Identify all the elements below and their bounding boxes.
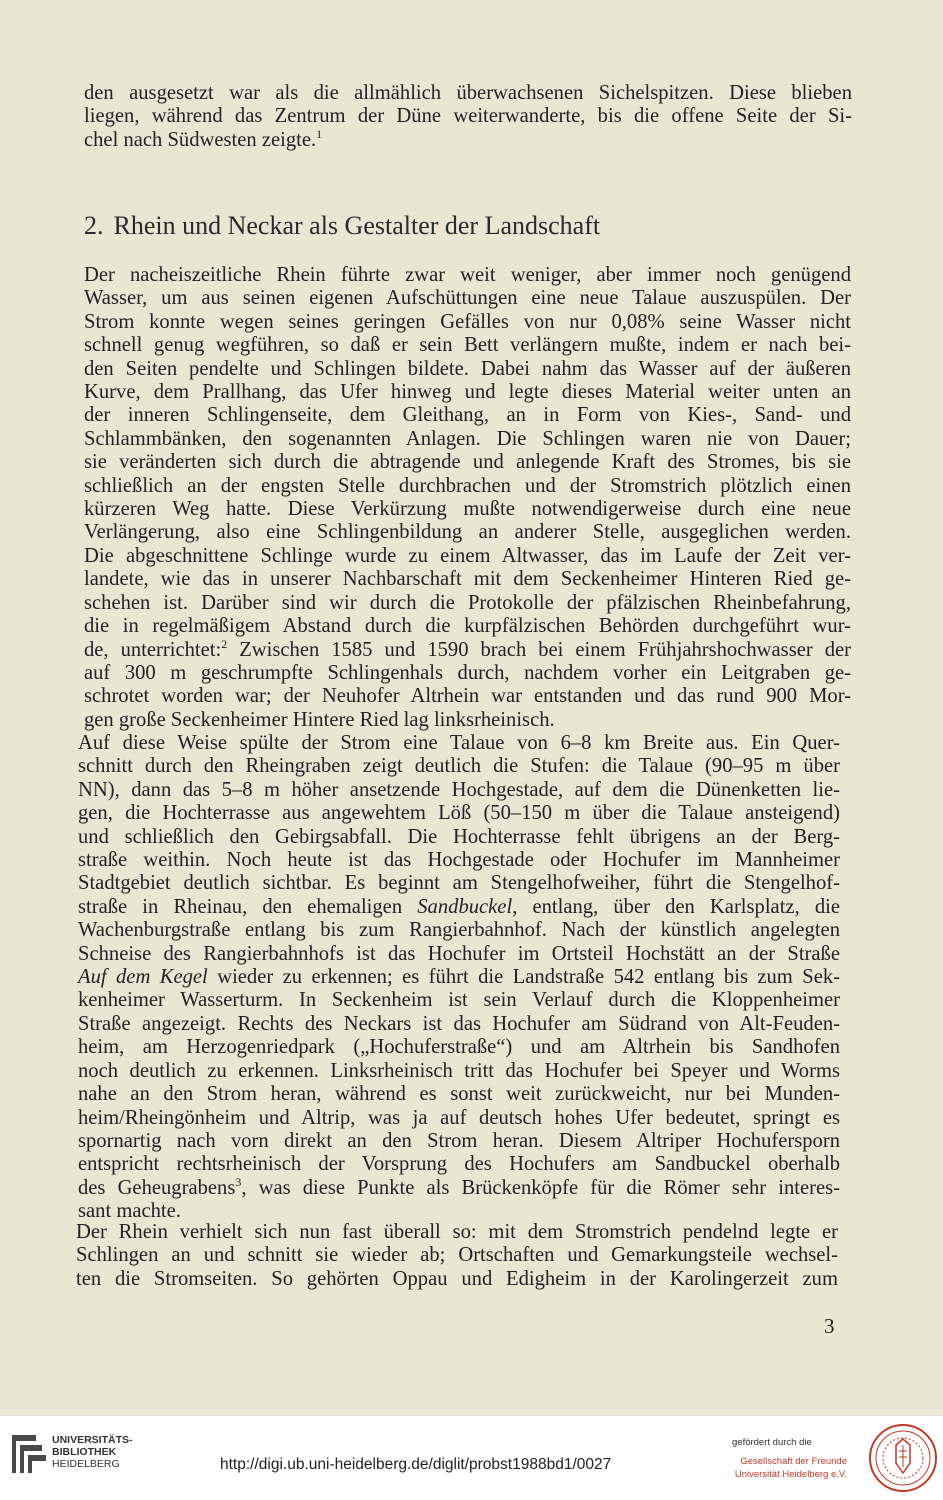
section-number: 2. <box>84 211 104 240</box>
text-line: Die abgeschnittene Schlinge wurde zu einem Altwasser, das im Laufe der Zeit ver- <box>84 544 851 567</box>
text-line: ten die Stromseiten. So gehörten Oppau und Edigheim in der Karolingerzeit zum <box>76 1267 838 1290</box>
sponsor-note: gefördert durch die Gesellschaft der Freunde Universität Heidelberg e.V. <box>732 1437 847 1480</box>
text-line: schnitt durch den Rheingraben zeigt deutlich die Stufen: die Talaue (90–95 m über <box>78 755 840 778</box>
university-seal-icon <box>868 1423 938 1493</box>
permalink[interactable]: http://digi.ub.uni-heidelberg.de/diglit/probst1988bd1/0027 <box>220 1456 612 1473</box>
library-logo-icon <box>8 1429 48 1477</box>
library-name: UNIVERSITÄTS- BIBLIOTHEK HEIDELBERG <box>52 1434 133 1470</box>
text-line: Schlammbänken, den sogenannten Anlagen. Die Schlingen waren nie von Dauer; <box>84 427 851 450</box>
text-line: gen große Seckenheimer Hintere Ried lag linksrheinisch. <box>84 708 555 731</box>
digitization-footer <box>0 1415 943 1500</box>
text-line: Strom konnte wegen seines geringen Gefälles von nur 0,08% seine Wasser nicht <box>84 310 851 333</box>
section-heading <box>84 211 600 241</box>
intro-paragraph <box>84 82 852 152</box>
footnote-marker: 3 <box>235 1174 242 1189</box>
body-paragraph-2 <box>78 732 840 1224</box>
text-line: de, unterrichtet:$^2$ Zwischen 1585 und 1590 brach bei einem Frühjahrshochwasser der <box>84 636 851 661</box>
text-line: Wasser, um aus seinen eigenen Aufschüttungen eine neue Talaue auszuspülen. Der <box>84 287 851 310</box>
page-number: 3 <box>824 1314 835 1338</box>
text-line: Verlängerung, also eine Schlingenbildung an anderer Stelle, ausgeglichen werden. <box>84 521 851 544</box>
text-line: spornartig nach vorn direkt an den Strom heran. Diesem Altriper Hochufersporn <box>78 1129 840 1152</box>
text-line: heim/Rheingönheim und Altrip, was ja auf deutsch hohes Ufer bedeutet, springt es <box>78 1106 840 1129</box>
body-paragraph-1 <box>84 264 851 732</box>
text-line: nahe an den Strom heran, während es sonst weit zurückweicht, nur bei Munden- <box>78 1083 840 1106</box>
text-line: landete, wie das in unserer Nachbarschaft mit dem Seckenheimer Hinteren Ried ge- <box>84 568 851 591</box>
text-line: der inneren Schlingenseite, dem Gleithang, an in Form von Kies-, Sand- und <box>84 404 851 427</box>
text-line: Auf dem Kegel wieder zu erkennen; es führt die Landstraße 542 entlang bis zum Sek- <box>78 966 840 989</box>
text-line: und schließlich den Gebirgsabfall. Die Hochterrasse fehlt übrigens an der Berg- <box>78 825 840 848</box>
text-line: kenheimer Wasserturm. In Seckenheim ist sein Verlauf durch die Kloppenheimer <box>78 989 840 1012</box>
place-name: Auf dem Kegel <box>78 966 208 989</box>
text-line: liegen, während das Zentrum der Düne weiterwanderte, bis die offene Seite der Si- <box>84 105 852 128</box>
text-line: Der Rhein verhielt sich nun fast überall so: mit dem Stromstrich pendelnd legte er <box>76 1221 838 1243</box>
text-line: sie veränderten sich durch die abtragende und anlegende Kraft des Stromes, bis sie <box>84 451 851 474</box>
text-line: heim, am Herzogenriedpark („Hochuferstraße“) und am Altrhein bis Sandhofen <box>78 1036 840 1059</box>
text-line: schehen ist. Darüber sind wir durch die Protokolle der pfälzischen Rheinbefahrung, <box>84 591 851 614</box>
text-line: den ausgesetzt war als die allmählich überwachsenen Sichelspitzen. Diese blieben <box>84 82 852 104</box>
text-line: NN), dann das 5–8 m höher ansetzende Hochgestade, auf dem die Dünenketten lie- <box>78 778 840 801</box>
text-line: Der nacheiszeitliche Rhein führte zwar weit weniger, aber immer noch genügend <box>84 264 851 286</box>
text-line: gen, die Hochterrasse aus angewehtem Löß (50–150 m über die Talaue ansteigend) <box>78 802 840 825</box>
text-line: noch deutlich zu erkennen. Linksrheinisch tritt das Hochufer bei Speyer und Worms <box>78 1059 840 1082</box>
text-line: des Geheugrabens$^3$, was diese Punkte als Brückenköpfe für die Römer sehr interes- <box>78 1174 840 1199</box>
text-line: sant machte. <box>78 1200 181 1223</box>
text-line: die in regelmäßigem Abstand durch die kurpfälzischen Behörden durchgeführt wur- <box>84 615 851 638</box>
text-line: Straße angezeigt. Rechts des Neckars ist das Hochufer am Südrand von Alt-Feuden- <box>78 1012 840 1035</box>
footnote-marker: 2 <box>221 636 228 651</box>
text-line: den Seiten pendelte und Schlingen bildete. Dabei nahm das Wasser auf der äußeren <box>84 357 851 380</box>
text-line: kürzeren Weg hatte. Diese Verkürzung mußte notwendigerweise durch eine neue <box>84 498 851 521</box>
text-line: Schlingen an und schnitt sie wieder ab; Ortschaften und Gemarkungsteile wechsel- <box>76 1244 838 1267</box>
body-paragraph-3 <box>76 1221 838 1291</box>
text-line: chel nach Südwesten zeigte.$^1$ <box>84 126 323 151</box>
text-line: schrotet worden war; der Neuhofer Altrhein war entstanden und das rund 900 Mor- <box>84 685 851 708</box>
text-line: Schneise des Rangierbahnhofs ist das Hochufer im Ortsteil Hochstätt an der Straße <box>78 942 840 965</box>
text-line: Auf diese Weise spülte der Strom eine Talaue von 6–8 km Breite aus. Ein Quer- <box>78 732 840 754</box>
text-line: schnell genug wegführen, so daß er sein Bett verlängern mußte, indem er nach bei- <box>84 334 851 357</box>
footnote-marker: 1 <box>316 126 323 141</box>
text-line: straße weithin. Noch heute ist das Hochgestade oder Hochufer im Mannheimer <box>78 849 840 872</box>
section-title: Rhein und Neckar als Gestalter der Landschaft <box>113 211 601 240</box>
text-line: Wachenburgstraße entlang bis zum Rangierbahnhof. Nach der künstlich angelegten <box>78 919 840 942</box>
text-line: schließlich an der engsten Stelle durchbrachen und der Stromstrich plötzlich einen <box>84 474 851 497</box>
text-line: entspricht rechtsrheinisch der Vorsprung des Hochufers am Sandbuckel oberhalb <box>78 1153 840 1176</box>
text-line: Stadtgebiet deutlich sichtbar. Es beginnt am Stengelhofweiher, führt die Stengelhof- <box>78 872 840 895</box>
place-name: Sandbuckel <box>417 895 513 918</box>
text-line: auf 300 m geschrumpfte Schlingenhals durch, nachdem vorher ein Leitgraben ge- <box>84 661 851 684</box>
text-line: Kurve, dem Prallhang, das Ufer hinweg und legte dieses Material weiter unten an <box>84 381 851 404</box>
text-line: straße in Rheinau, den ehemaligen Sandbuckel, entlang, über den Karlsplatz, die <box>78 895 840 918</box>
